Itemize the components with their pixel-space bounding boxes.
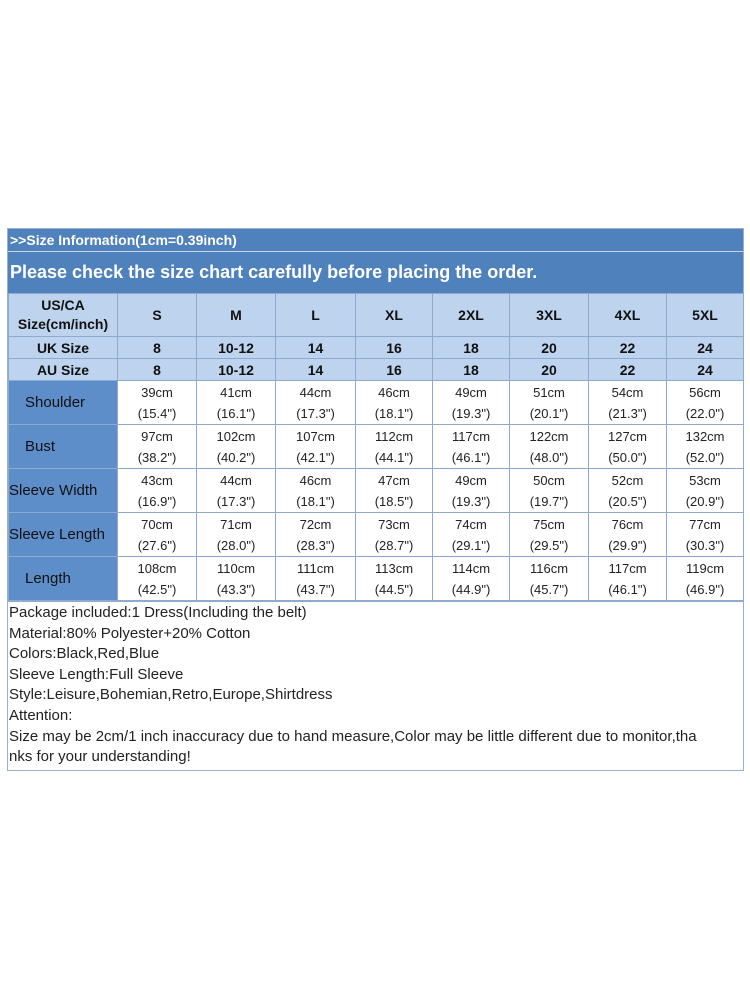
size-header-cell: L <box>276 294 356 337</box>
size-chart <box>7 228 744 771</box>
shoulder-value-cell <box>276 381 356 425</box>
inch-value: (20.9") <box>685 493 725 509</box>
inch-value: (29.9") <box>608 537 647 553</box>
inch-value: (16.9") <box>137 493 177 509</box>
shoulder-row <box>9 381 744 425</box>
inch-value: (43.3") <box>216 581 256 597</box>
inch-value: (46.9") <box>685 581 725 597</box>
inch-value: (46.1") <box>608 581 647 597</box>
inch-value: (42.5") <box>137 581 177 597</box>
size-header-cell: XL <box>356 294 433 337</box>
uk-size-cell: 18 <box>433 337 510 359</box>
inch-value: (42.1") <box>296 449 335 465</box>
inch-value: (40.2") <box>216 449 256 465</box>
cm-value: 119cm <box>685 560 725 576</box>
us-ca-size-row <box>9 294 744 337</box>
cm-value: 50cm <box>533 472 565 488</box>
inch-value: (18.1") <box>374 405 414 421</box>
cm-value: 54cm <box>611 384 644 400</box>
size-header-cell: 4XL <box>589 294 667 337</box>
length-value-cell <box>276 557 356 601</box>
cm-value: 122cm <box>529 428 569 444</box>
cm-value: 75cm <box>533 516 565 532</box>
cm-value: 46cm <box>299 472 332 488</box>
style-info: Style:Leisure,Bohemian,Retro,Europe,Shirtdress <box>9 686 333 704</box>
au-size-cell: 10-12 <box>197 359 276 381</box>
bust-value-cell <box>276 425 356 469</box>
sleeve-length-value-cell <box>118 513 197 557</box>
cm-value: 53cm <box>689 472 721 488</box>
au-size-cell: 18 <box>433 359 510 381</box>
inch-value: (18.1") <box>296 493 335 509</box>
cm-value: 46cm <box>378 384 410 400</box>
inch-value: (17.3") <box>216 493 256 509</box>
uk-size-cell: 8 <box>118 337 197 359</box>
cm-value: 51cm <box>533 384 565 400</box>
size-header-cell: S <box>118 294 197 337</box>
sleeve-width-value-cell <box>433 469 510 513</box>
sleeve-width-value-cell <box>589 469 667 513</box>
length-label: Length <box>9 557 118 601</box>
inch-value: (30.3") <box>685 537 725 553</box>
size-table <box>8 293 744 601</box>
cm-value: 71cm <box>220 516 252 532</box>
inch-value: (29.5") <box>529 537 569 553</box>
inch-value: (20.1") <box>529 405 569 421</box>
inch-value: (27.6") <box>137 537 177 553</box>
bust-value-cell <box>667 425 744 469</box>
cm-value: 56cm <box>689 384 721 400</box>
size-info-title: >>Size Information(1cm=0.39inch) <box>8 229 743 252</box>
inch-value: (28.3") <box>296 537 335 553</box>
cm-value: 77cm <box>689 516 721 532</box>
uk-size-label: UK Size <box>9 337 118 359</box>
attention-text-line-2: nks for your understanding! <box>9 748 191 766</box>
cm-value: 43cm <box>141 472 173 488</box>
cm-value: 97cm <box>141 428 173 444</box>
bust-value-cell <box>510 425 589 469</box>
inch-value: (44.1") <box>374 449 414 465</box>
inch-value: (15.4") <box>137 405 177 421</box>
bust-value-cell <box>118 425 197 469</box>
sleeve-length-value-cell <box>667 513 744 557</box>
uk-size-cell: 20 <box>510 337 589 359</box>
length-value-cell <box>197 557 276 601</box>
cm-value: 41cm <box>220 384 252 400</box>
uk-size-cell: 14 <box>276 337 356 359</box>
inch-value: (44.9") <box>451 581 491 597</box>
shoulder-value-cell <box>433 381 510 425</box>
sleeve-length-value-cell <box>276 513 356 557</box>
sleeve-width-value-cell <box>118 469 197 513</box>
cm-value: 49cm <box>455 384 487 400</box>
inch-value: (43.7") <box>296 581 335 597</box>
cm-value: 117cm <box>608 560 647 576</box>
cm-value: 72cm <box>299 516 332 532</box>
product-details <box>8 601 743 770</box>
uk-size-cell: 22 <box>589 337 667 359</box>
au-size-cell: 20 <box>510 359 589 381</box>
cm-value: 108cm <box>137 560 177 576</box>
inch-value: (45.7") <box>529 581 569 597</box>
sleeve-length-value-cell <box>433 513 510 557</box>
cm-value: 116cm <box>529 560 569 576</box>
uk-size-cell: 24 <box>667 337 744 359</box>
inch-value: (44.5") <box>374 581 414 597</box>
sleeve-width-value-cell <box>667 469 744 513</box>
cm-value: 39cm <box>141 384 173 400</box>
sleeve-width-label: Sleeve Width <box>9 469 118 513</box>
inch-value: (16.1") <box>216 405 256 421</box>
sleeve-length-value-cell <box>197 513 276 557</box>
cm-value: 52cm <box>611 472 644 488</box>
sleeve-length-info: Sleeve Length:Full Sleeve <box>9 665 184 683</box>
bust-value-cell <box>589 425 667 469</box>
sleeve-width-value-cell <box>197 469 276 513</box>
inch-value: (46.1") <box>451 449 491 465</box>
au-size-cell: 22 <box>589 359 667 381</box>
inch-value: (38.2") <box>137 449 177 465</box>
bust-value-cell <box>197 425 276 469</box>
bust-value-cell <box>433 425 510 469</box>
sleeve-length-value-cell <box>510 513 589 557</box>
length-value-cell <box>667 557 744 601</box>
cm-value: 70cm <box>141 516 173 532</box>
shoulder-label: Shoulder <box>9 381 118 425</box>
size-header-cell: 5XL <box>667 294 744 337</box>
shoulder-value-cell <box>510 381 589 425</box>
au-size-label: AU Size <box>9 359 118 381</box>
uk-size-cell: 16 <box>356 337 433 359</box>
shoulder-value-cell <box>118 381 197 425</box>
au-size-cell: 8 <box>118 359 197 381</box>
package-info: Package included:1 Dress(Including the belt) <box>9 604 307 621</box>
bust-value-cell <box>356 425 433 469</box>
inch-value: (19.3") <box>451 493 491 509</box>
inch-value: (19.7") <box>529 493 569 509</box>
sleeve-width-value-cell <box>276 469 356 513</box>
inch-value: (21.3") <box>608 405 647 421</box>
attention-text-line-1: Size may be 2cm/1 inch inaccuracy due to hand measure,Color may be little different due to monitor,tha <box>9 727 697 745</box>
sleeve-width-row <box>9 469 744 513</box>
inch-value: (50.0") <box>608 449 647 465</box>
sleeve-length-value-cell <box>589 513 667 557</box>
sleeve-length-row <box>9 513 744 557</box>
shoulder-value-cell <box>589 381 667 425</box>
material-info: Material:80% Polyester+20% Cotton <box>9 624 251 642</box>
size-header-cell: 3XL <box>510 294 589 337</box>
inch-value: (17.3") <box>296 405 335 421</box>
cm-value: 107cm <box>295 428 336 444</box>
cm-value: 110cm <box>216 560 256 576</box>
cm-value: 112cm <box>374 428 414 444</box>
length-value-cell <box>118 557 197 601</box>
inch-value: (20.5") <box>608 493 647 509</box>
sleeve-length-value-cell <box>356 513 433 557</box>
inch-value: (48.0") <box>529 449 569 465</box>
cm-value: 117cm <box>451 428 491 444</box>
shoulder-value-cell <box>197 381 276 425</box>
length-value-cell <box>589 557 667 601</box>
uk-size-row <box>9 337 744 359</box>
attention-label: Attention: <box>9 706 73 724</box>
cm-value: 44cm <box>299 384 332 400</box>
cm-value: 76cm <box>611 516 644 532</box>
au-size-row <box>9 359 744 381</box>
shoulder-value-cell <box>356 381 433 425</box>
colors-info: Colors:Black,Red,Blue <box>9 645 160 663</box>
size-header-cell: 2XL <box>433 294 510 337</box>
inch-value: (28.0") <box>216 537 256 553</box>
au-size-cell: 16 <box>356 359 433 381</box>
size-notice: Please check the size chart carefully before placing the order. <box>8 252 743 293</box>
cm-value: 111cm <box>296 560 335 576</box>
inch-value: (29.1") <box>451 537 491 553</box>
sleeve-width-value-cell <box>356 469 433 513</box>
cm-value: 102cm <box>216 428 256 444</box>
cm-value: 132cm <box>685 428 725 444</box>
cm-value: 114cm <box>451 560 491 576</box>
us-ca-size-label: US/CA Size(cm/inch) <box>9 294 118 337</box>
inch-value: (28.7") <box>374 537 414 553</box>
sleeve-width-value-cell <box>510 469 589 513</box>
cm-value: 127cm <box>607 428 648 444</box>
length-row <box>9 557 744 601</box>
length-value-cell <box>433 557 510 601</box>
bust-label: Bust <box>9 425 118 469</box>
cm-value: 47cm <box>378 472 410 488</box>
sleeve-length-label: Sleeve Length <box>9 513 118 557</box>
au-size-cell: 14 <box>276 359 356 381</box>
cm-value: 44cm <box>220 472 252 488</box>
inch-value: (52.0") <box>685 449 725 465</box>
size-header-cell: M <box>197 294 276 337</box>
inch-value: (22.0") <box>685 405 725 421</box>
cm-value: 49cm <box>455 472 487 488</box>
cm-value: 113cm <box>374 560 414 576</box>
cm-value: 74cm <box>455 516 487 532</box>
inch-value: (18.5") <box>374 493 414 509</box>
au-size-cell: 24 <box>667 359 744 381</box>
inch-value: (19.3") <box>451 405 491 421</box>
uk-size-cell: 10-12 <box>197 337 276 359</box>
cm-value: 73cm <box>378 516 410 532</box>
length-value-cell <box>510 557 589 601</box>
length-value-cell <box>356 557 433 601</box>
bust-row <box>9 425 744 469</box>
shoulder-value-cell <box>667 381 744 425</box>
